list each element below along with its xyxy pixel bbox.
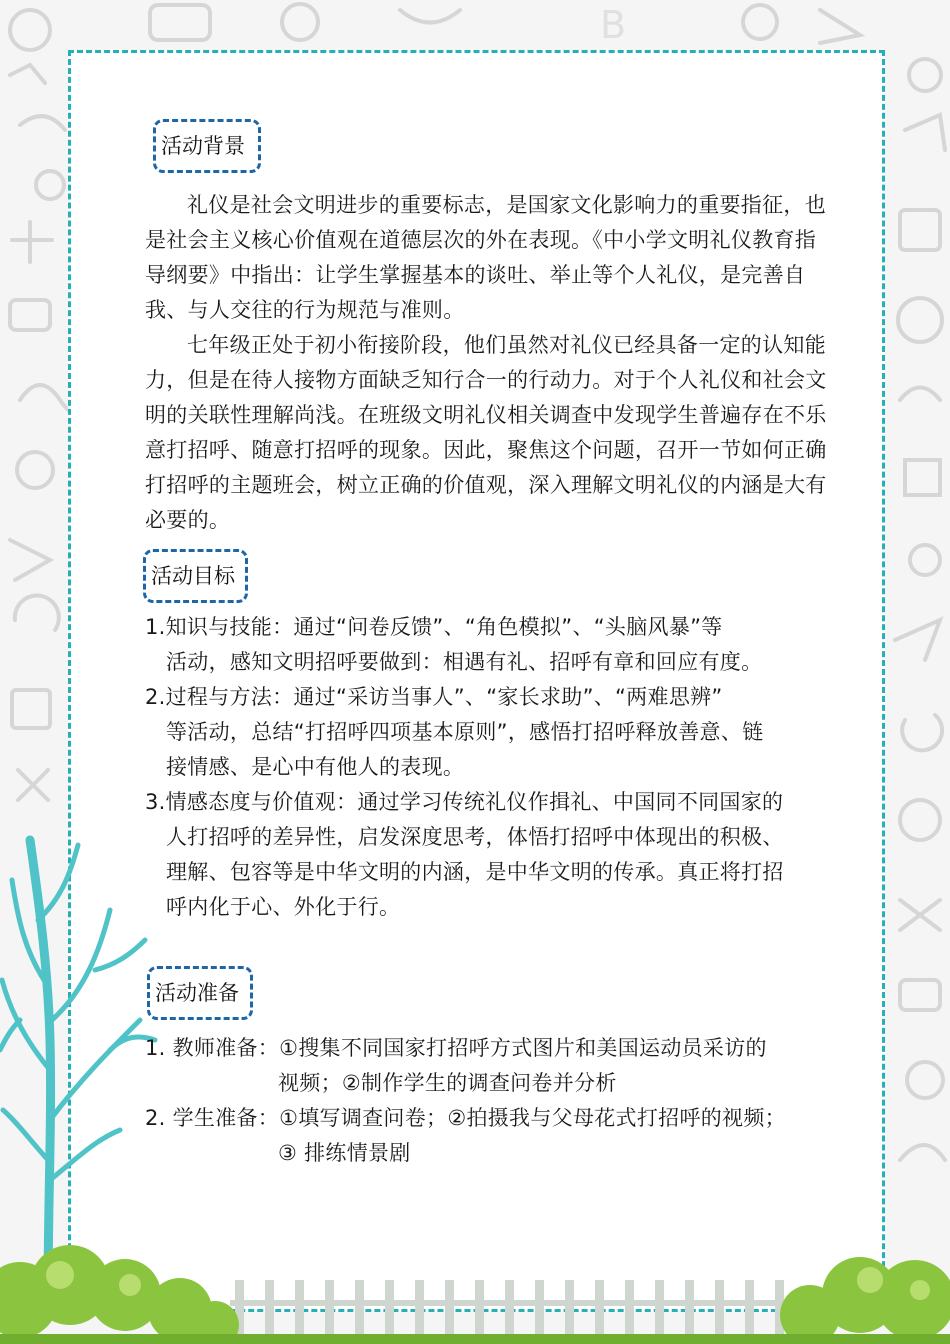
goals-line: 理解、包容等是中华文明的内涵，是中华文明的传承。真正将打招 (166, 860, 784, 884)
svg-text:B: B (600, 3, 627, 47)
goals-line: 1.知识与技能：通过“问卷反馈”、“角色模拟”、“头脑风暴”等 (145, 615, 723, 639)
background-paragraph-2: 七年级正处于初小衔接阶段，他们虽然对礼仪已经具备一定的认知能力，但是在待人接物方面缺乏知行合一的行动力。对于个人礼仪和社会文明的关联性理解尚浅。在班级文明礼仪相关调查中发现学生普遍存在不乐意打招呼、随意打招呼的现象。因此，聚焦这个问题，召开一节如何正确打招呼的主题班会，树立正确的价值观，深入理解文明礼仪的内涵是大有必要的。 (145, 333, 827, 532)
goals-line: 活动，感知文明招呼要做到：相遇有礼、招呼有章和回应有度。 (166, 650, 763, 674)
prep-line: 2. 学生准备：①填写调查问卷；②拍摄我与父母花式打招呼的视频； (145, 1106, 786, 1130)
prep-line: 1. 教师准备：①搜集不同国家打招呼方式图片和美国运动员采访的 (145, 1036, 767, 1060)
goals-line: 等活动，总结“打招呼四项基本原则”，感悟打招呼释放善意、链 (166, 720, 764, 744)
tree-illustration (0, 820, 160, 1300)
grass-fence-illustration (0, 1230, 950, 1344)
section-title-prep: 活动准备 (147, 966, 253, 1020)
section-title-goals: 活动目标 (143, 549, 248, 603)
goals-line: 2.过程与方法：通过“采访当事人”、“家长求助”、“两难思辨” (145, 685, 723, 709)
goals-line: 呼内化于心、外化于行。 (166, 895, 401, 919)
background-paragraph-1: 礼仪是社会文明进步的重要标志，是国家文化影响力的重要指征，也是社会主义核心价值观在道德层次的外在表现。《中小学文明礼仪教育指导纲要》中指出：让学生掌握基本的谈吐、举止等个人礼仪，是完善自我、与人交往的行为规范与准则。 (145, 193, 826, 322)
prep-line: 视频；②制作学生的调查问卷并分析 (278, 1071, 617, 1095)
goals-line: 接情感、是心中有他人的表现。 (166, 755, 465, 779)
goals-line: 3.情感态度与价值观：通过学习传统礼仪作揖礼、中国同不同国家的 (145, 790, 784, 814)
goals-line: 人打招呼的差异性，启发深度思考，体悟打招呼中体现出的积极、 (166, 825, 784, 849)
section-title-background: 活动背景 (153, 119, 261, 173)
prep-line: ③ 排练情景剧 (278, 1141, 411, 1165)
